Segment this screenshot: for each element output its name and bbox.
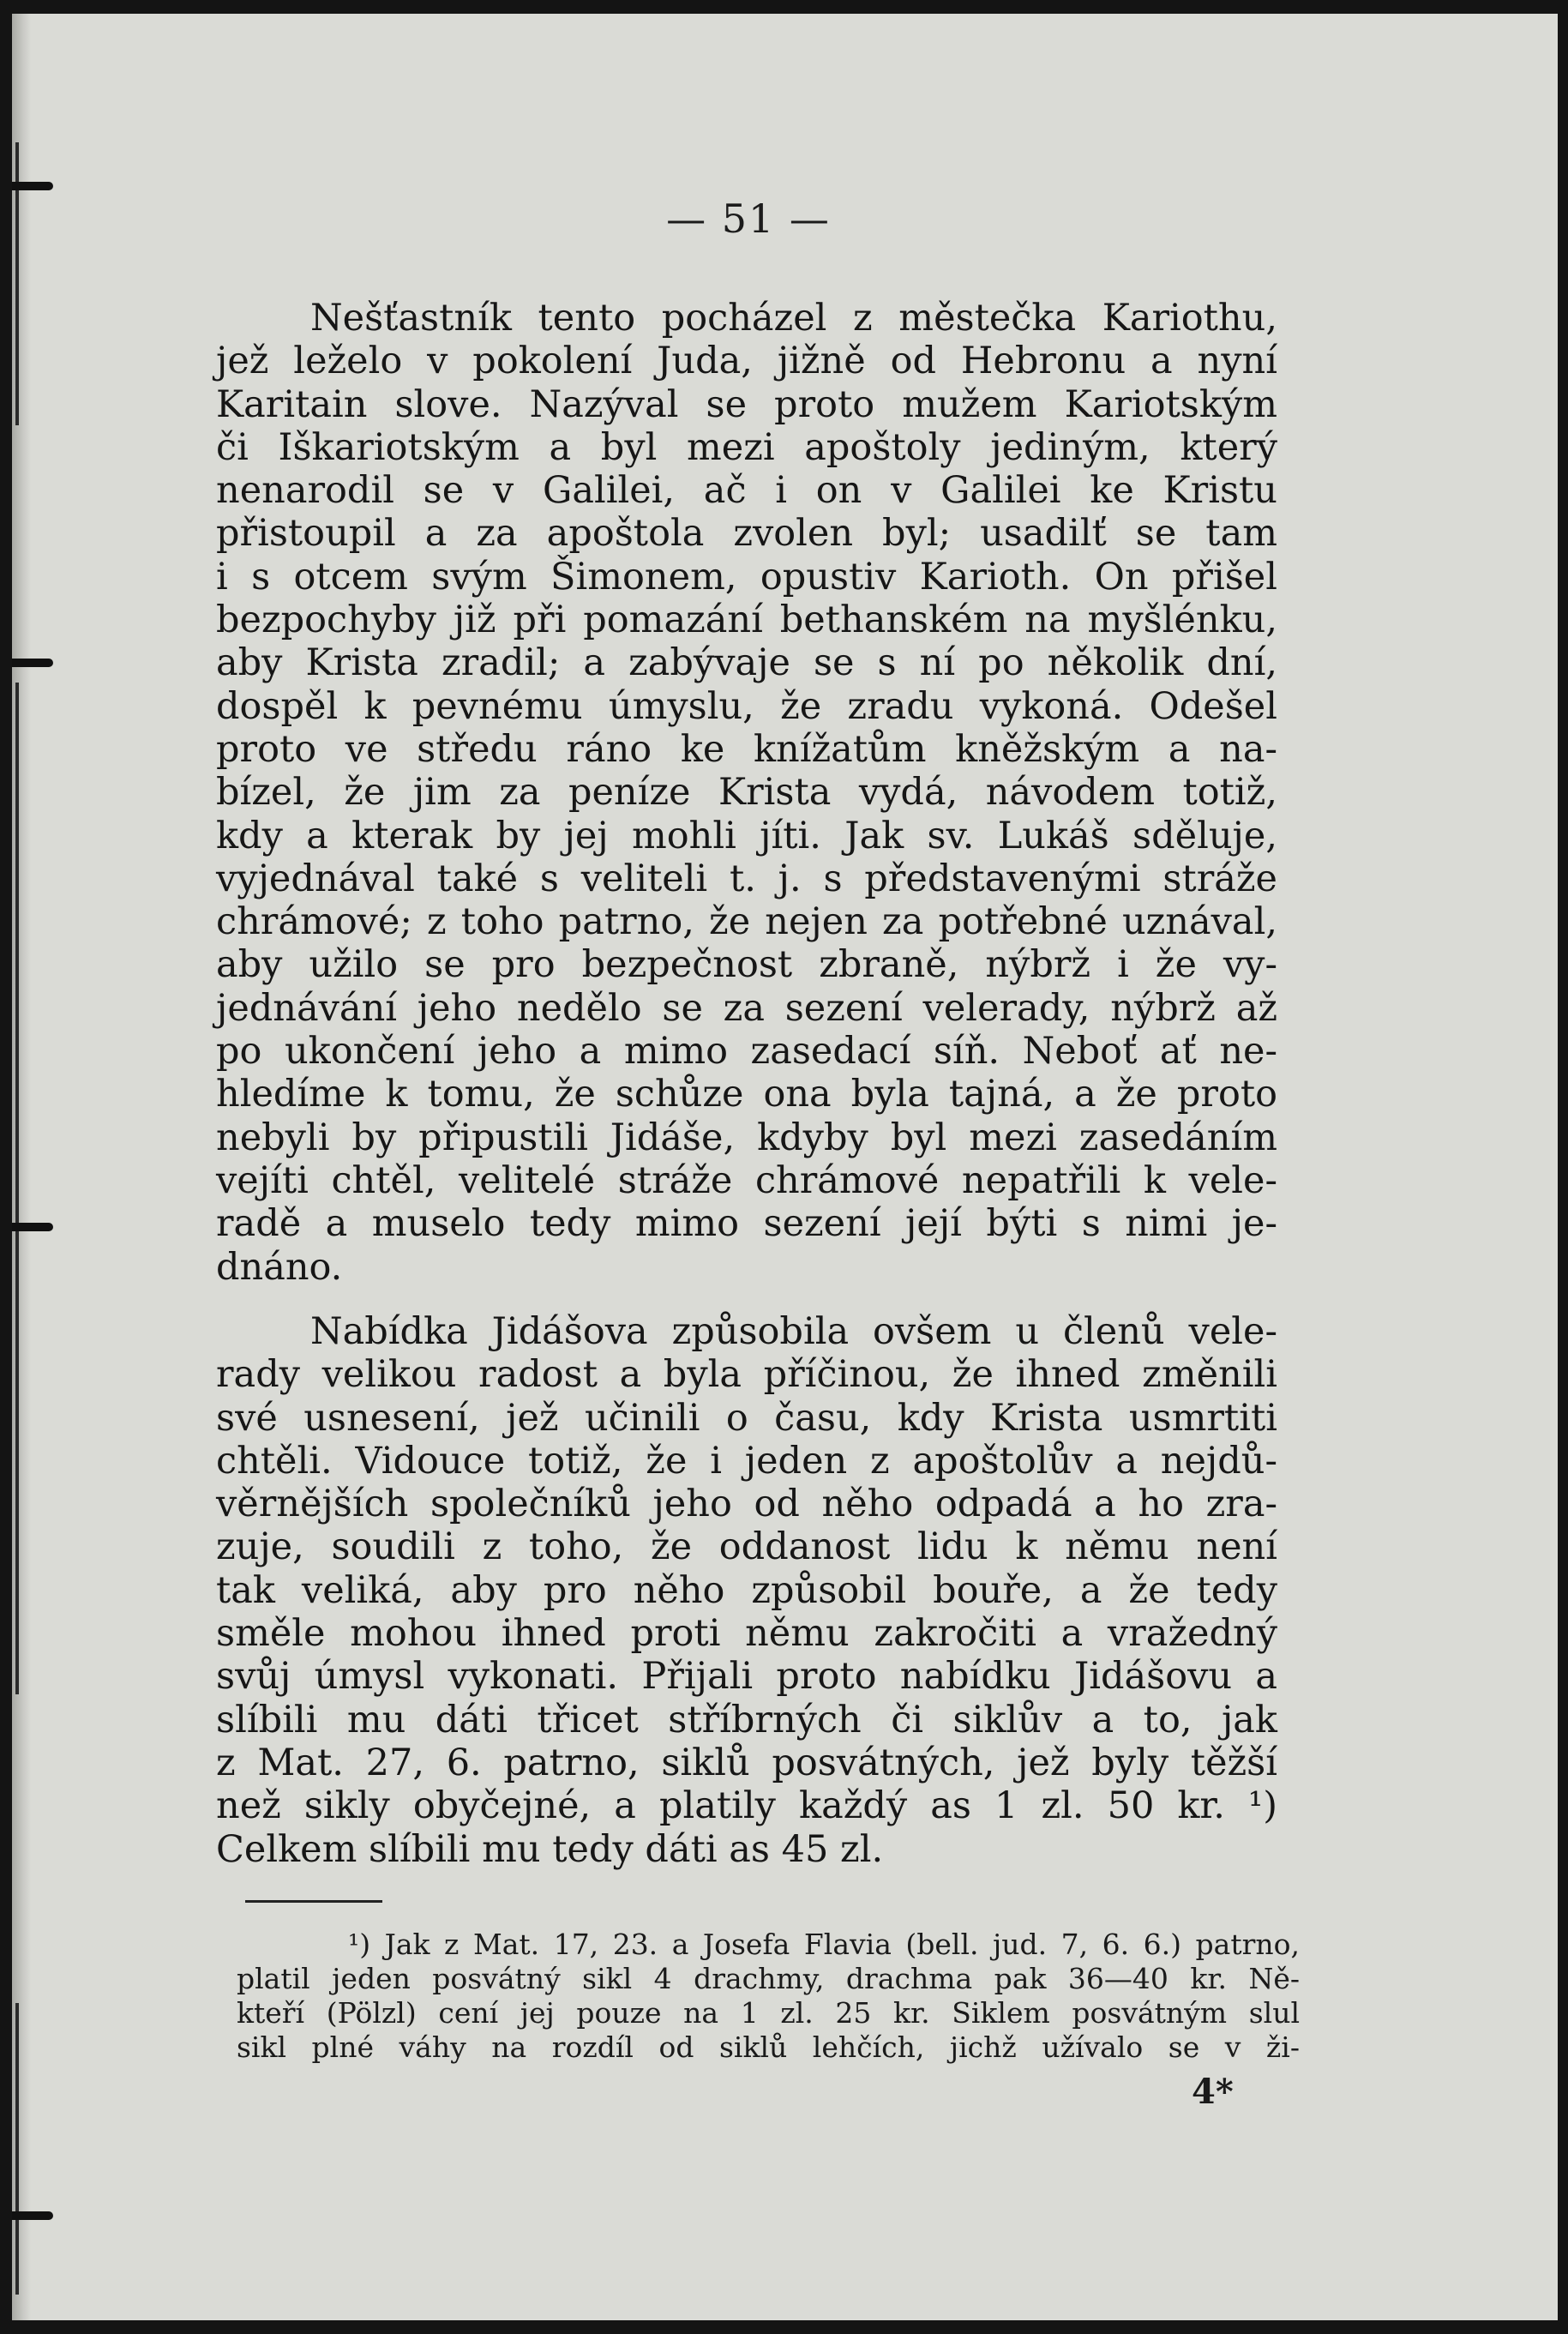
text-line: proto ve středu ráno ke knížatům kněžským a na- — [216, 727, 1277, 771]
text-line: jež leželo v pokolení Juda, jižně od Hebronu a nyní — [216, 340, 1277, 383]
text-line: bízel, že jim za peníze Krista vydá, návodem totiž, — [216, 771, 1277, 815]
paragraph-1 — [216, 297, 1277, 1289]
text-line: svůj úmysl vykonati. Přijali proto nabídku Jidášovu a — [216, 1655, 1277, 1699]
binding-stitch — [12, 659, 53, 667]
text-line: své usnesení, jež učinili o času, kdy Krista usmrtiti — [216, 1396, 1277, 1440]
page-number: — 51 — — [666, 196, 831, 242]
text-line: bezpochyby již při pomazání bethanském na myšlénku, — [216, 599, 1277, 642]
paragraph-2 — [216, 1310, 1277, 1871]
binding-stitch — [12, 1223, 53, 1231]
text-line: rady velikou radost a byla příčinou, že ihned změnili — [216, 1353, 1277, 1397]
text-line: i s otcem svým Šimonem, opustiv Karioth. On přišel — [216, 555, 1277, 599]
binding-thread — [15, 2003, 19, 2295]
text-line: směle mohou ihned proti němu zakročiti a vražedný — [216, 1612, 1277, 1656]
binding-thread — [15, 683, 19, 1694]
text-line: z Mat. 27, 6. patrno, siklů posvátných, jež byly těžší — [216, 1741, 1277, 1784]
text-line: aby Krista zradil; a zabývaje se s ní po několik dní, — [216, 641, 1277, 685]
text-line: než sikly obyčejné, a platily každý as 1 zl. 50 kr. ¹) — [216, 1784, 1277, 1828]
text-line: radě a muselo tedy mimo sezení její býti s nimi je- — [216, 1202, 1277, 1246]
text-line: jednávání jeho nedělo se za sezení velerady, nýbrž až — [216, 986, 1277, 1030]
text-line: Nabídka Jidášova způsobila ovšem u členů vele- — [310, 1310, 1277, 1353]
text-line: Nešťastník tento pocházel z městečka Kariothu, — [310, 297, 1277, 340]
text-line: zuje, soudili z toho, že oddanost lidu k němu není — [216, 1525, 1277, 1569]
text-line: věrnějších společníků jeho od něho odpadá a ho zra- — [216, 1483, 1277, 1526]
text-line: dospěl k pevnému úmyslu, že zradu vykoná. Odešel — [216, 684, 1277, 728]
footnote-line: sikl plné váhy na rozdíl od siklů lehčích, jichž užívalo se v ži- — [237, 2030, 1300, 2064]
text-line: nebyli by připustili Jidáše, kdyby byl mezi zasedáním — [216, 1116, 1277, 1159]
text-line: chrámové; z toho patrno, že nejen za potřebné uznával, — [216, 900, 1277, 944]
text-line: slíbili mu dáti třicet stříbrných či siklův a to, jak — [216, 1698, 1277, 1741]
footnote-line: kteří (Pölzl) cení jej pouze na 1 zl. 25 kr. Siklem posvátným slul — [237, 1996, 1300, 2030]
text-line: aby užilo se pro bezpečnost zbraně, nýbrž i že vy- — [216, 943, 1277, 987]
book-page — [12, 14, 1558, 2320]
binding-stitch — [12, 2211, 53, 2220]
footnote-line: platil jeden posvátný sikl 4 drachmy, drachma pak 36—40 kr. Ně- — [237, 1962, 1300, 1995]
text-line: tak veliká, aby pro něho způsobil bouře, a že tedy — [216, 1568, 1277, 1612]
text-line: po ukončení jeho a mimo zasedací síň. Neboť ať ne- — [216, 1030, 1277, 1074]
text-line: chtěli. Vidouce totiž, že i jeden z apoštolův a nejdů- — [216, 1439, 1277, 1483]
text-line: vyjednával také s veliteli t. j. s představenými stráže — [216, 857, 1277, 900]
text-line: kdy a kterak by jej mohli jíti. Jak sv. Lukáš sděluje, — [216, 814, 1277, 857]
printer-signature-mark: 4* — [1192, 2072, 1234, 2112]
text-line: Celkem slíbili mu tedy dáti as 45 zl. — [216, 1827, 884, 1871]
text-line: přistoupil a za apoštola zvolen byl; usadilť se tam — [216, 512, 1277, 556]
text-line: vejíti chtěl, velitelé stráže chrámové nepatřili k vele- — [216, 1158, 1277, 1202]
footnote-separator — [245, 1900, 382, 1903]
text-line: Karitain slove. Nazýval se proto mužem Kariotským — [216, 382, 1277, 426]
text-line: dnáno. — [216, 1245, 343, 1289]
footnote-line: ¹) Jak z Mat. 17, 23. a Josefa Flavia (bell. jud. 7, 6. 6.) patrno, — [348, 1928, 1300, 1961]
text-line: či Iškariotským a byl mezi apoštoly jediným, který — [216, 425, 1277, 469]
text-line: hledíme k tomu, že schůze ona byla tajná, a že proto — [216, 1073, 1277, 1116]
footnote — [237, 1928, 1300, 2065]
binding-stitch — [12, 182, 53, 190]
text-line: nenarodil se v Galilei, ač i on v Galilei ke Kristu — [216, 469, 1277, 513]
